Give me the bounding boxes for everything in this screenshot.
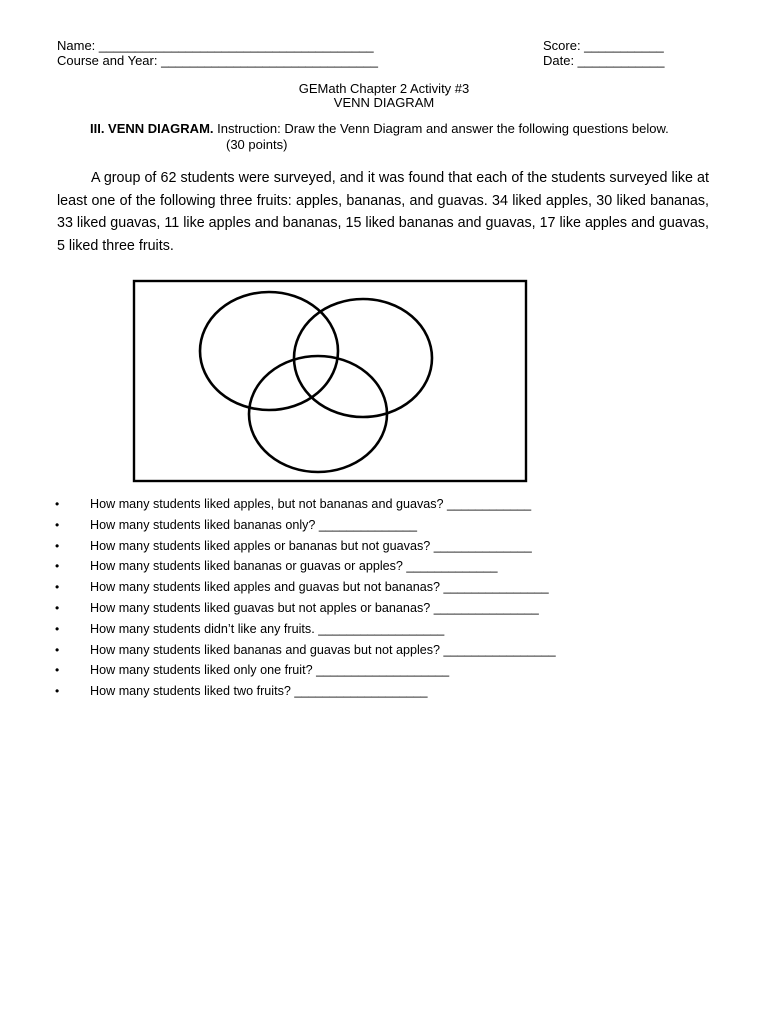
question-text[interactable]: How many students liked guavas but not apples or bananas? _______________ <box>90 600 539 615</box>
venn-circle-bottom <box>249 356 387 472</box>
question-text[interactable]: How many students liked bananas only? ______________ <box>90 517 417 532</box>
venn-circle-right <box>294 299 432 417</box>
date-field-line[interactable]: Date: ____________ <box>543 53 665 68</box>
bullet-icon: • <box>55 580 60 595</box>
question-text[interactable]: How many students liked bananas and guavas but not apples? ________________ <box>90 642 556 657</box>
question-text[interactable]: How many students liked only one fruit? ___________________ <box>90 663 450 678</box>
venn-circle-left <box>200 292 338 410</box>
bullet-icon: • <box>55 538 60 553</box>
bullet-icon: • <box>55 600 60 615</box>
course-year-field-line[interactable]: Course and Year: ______________________________ <box>57 53 378 68</box>
score-field-line[interactable]: Score: ___________ <box>543 38 664 53</box>
problem-statement: A group of 62 students were surveyed, and it was found that each of the students surveyed like at least one of the following three fruits: apples, bananas, and guavas. 34 liked apples, 30 liked bananas, 33 liked guavas, 11 like apples and bananas, 15 liked bananas and guavas, 17 like apples and guavas, 5 liked three fruits. <box>57 170 709 254</box>
bullet-icon: • <box>55 559 60 574</box>
bullet-icon: • <box>55 684 60 699</box>
bullet-icon: • <box>55 517 60 532</box>
question-text[interactable]: How many students liked apples and guavas but not bananas? _______________ <box>90 580 549 595</box>
question-text[interactable]: How many students liked apples or bananas but not guavas? ______________ <box>90 538 532 553</box>
bullet-icon: • <box>55 642 60 657</box>
activity-title: GEMath Chapter 2 Activity #3 <box>298 81 470 96</box>
section-label: III. VENN DIAGRAM. <box>90 121 214 136</box>
question-text[interactable]: How many students didn’t like any fruits. __________________ <box>90 621 445 636</box>
instruction-text: Instruction: Draw the Venn Diagram and answer the following questions below. <box>213 121 669 136</box>
question-text[interactable]: How many students liked apples, but not bananas and guavas? ____________ <box>90 497 532 511</box>
question-text[interactable]: How many students liked bananas or guavas or apples? _____________ <box>90 559 498 574</box>
bullet-icon: • <box>55 663 60 678</box>
question-text[interactable]: How many students liked two fruits? ___________________ <box>90 684 428 699</box>
name-field-line[interactable]: Name: ______________________________________ <box>57 38 374 53</box>
bullet-icon: • <box>55 621 60 636</box>
points-label: (30 points) <box>226 137 288 152</box>
bullet-icon: • <box>55 497 60 511</box>
activity-subtitle: VENN DIAGRAM <box>333 95 435 110</box>
